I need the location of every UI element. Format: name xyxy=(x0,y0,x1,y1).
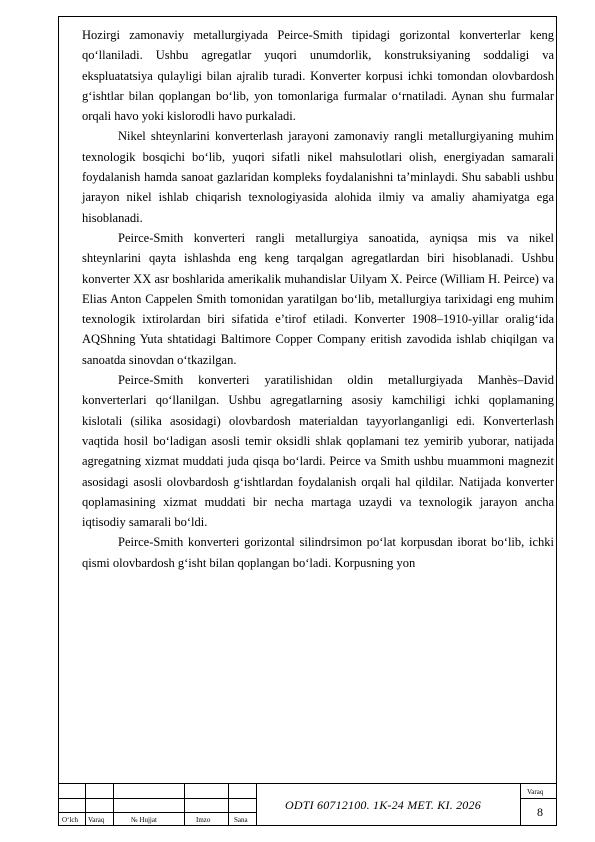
document-body xyxy=(82,25,554,573)
stamp-col-date: Sana xyxy=(234,816,248,824)
stamp-col-sign: Imzo xyxy=(196,816,211,824)
paragraph-5: Peirce-Smith konverteri gorizontal silindrsimon po‘lat korpusdan iborat bo‘lib, ichki qismi olovbardosh g‘isht bilan qoplangan bo‘ladi. Korpusning yon xyxy=(82,535,554,570)
paragraph-1: Hozirgi zamonaviy metallurgiyada Peirce-Smith tipidagi gorizontal konverterlar keng qo‘llaniladi. Ushbu agregatlar yuqori unumdorlik, konstruksiyaning soddaligi va ekspluatatsiya qulayligi bilan ajralib turadi. Konverter korpusi ichki tomondan olovbardosh g‘ishtlar bilan qoplangan bo‘lib, yon tomonlariga furmalar o‘rnatiladi. Aynan shu furmalar orqali havo yoki kislorodli havo purkaladi. xyxy=(82,28,554,124)
paragraph-2: Nikel shteynlarini konverterlash jarayoni zamonaviy rangli metallurgiyaning muhim texnologik bosqichi bo‘lib, yuqori sifatli nikel mahsulotlari olish, energiyadan samarali foydalanish hamda sanoat gazlaridan kompleks foydalanishni ta’minlaydi. Shu sababli ushbu jarayon nikel ishlab chiqarish texnologiyasida alohida ilmiy va amaliy ahamiyatga ega hisoblanadi. xyxy=(82,129,554,225)
stamp-col-list: Varaq xyxy=(88,816,105,824)
stamp-col-doc: № Hujjat xyxy=(131,816,157,824)
sheet-label: Varaq xyxy=(527,788,544,796)
title-block xyxy=(58,783,557,826)
stamp-col-izm: O‘lch xyxy=(62,816,78,824)
paragraph-3: Peirce-Smith konverteri rangli metallurgiya sanoatida, ayniqsa mis va nikel shteynlarini qayta ishlashda eng keng tarqalgan agregatlardan biri hisoblanadi. Ushbu konverter XX asr boshlarida amerikalik muhandislar Uilyam X. Peirce (William H. Peirce) va Elias Anton Cappelen Smith tomonidan yaratilgan bo‘lib, metallurgiya tarixidagi eng muhim texnologik ixtirolardan biri sifatida e’tirof etiladi. Konverter 1908–1910-yillar oralig‘ida AQShning Yuta shtatidagi Baltimore Copper Company eritish zavodida ishlab chiqilgan va sanoatda sinovdan o‘tkazilgan. xyxy=(82,230,554,367)
sheet-number: 8 xyxy=(537,805,543,819)
paragraph-4: Peirce-Smith konverteri yaratilishidan oldin metallurgiyada Manhès–David konverterlari qo‘llanilgan. Ushbu agregatlarning asosiy kamchiligi ichki qoplamaning kislotali (silika asosidagi) olovbardosh materialdan tayyorlanganligi edi. Konverterlash vaqtida hosil bo‘ladigan asosli temir oksidli shlak qoplamani tez yemirib yuborar, natijada agregatning xizmat muddati juda qisqa bo‘lardi. Peirce va Smith ushbu muammoni magnezit asosidagi asosli olovbardosh g‘ishtlardan foydalanish orqali hal qildilar. Natijada konverter qoplamasining xizmat muddati bir necha martaga uzaydi va texnologik jarayon ancha iqtisodiy samarali bo‘ldi. xyxy=(82,373,554,530)
document-code: ODTI 60712100. 1K-24 MET. KI. 2026 xyxy=(285,798,481,812)
